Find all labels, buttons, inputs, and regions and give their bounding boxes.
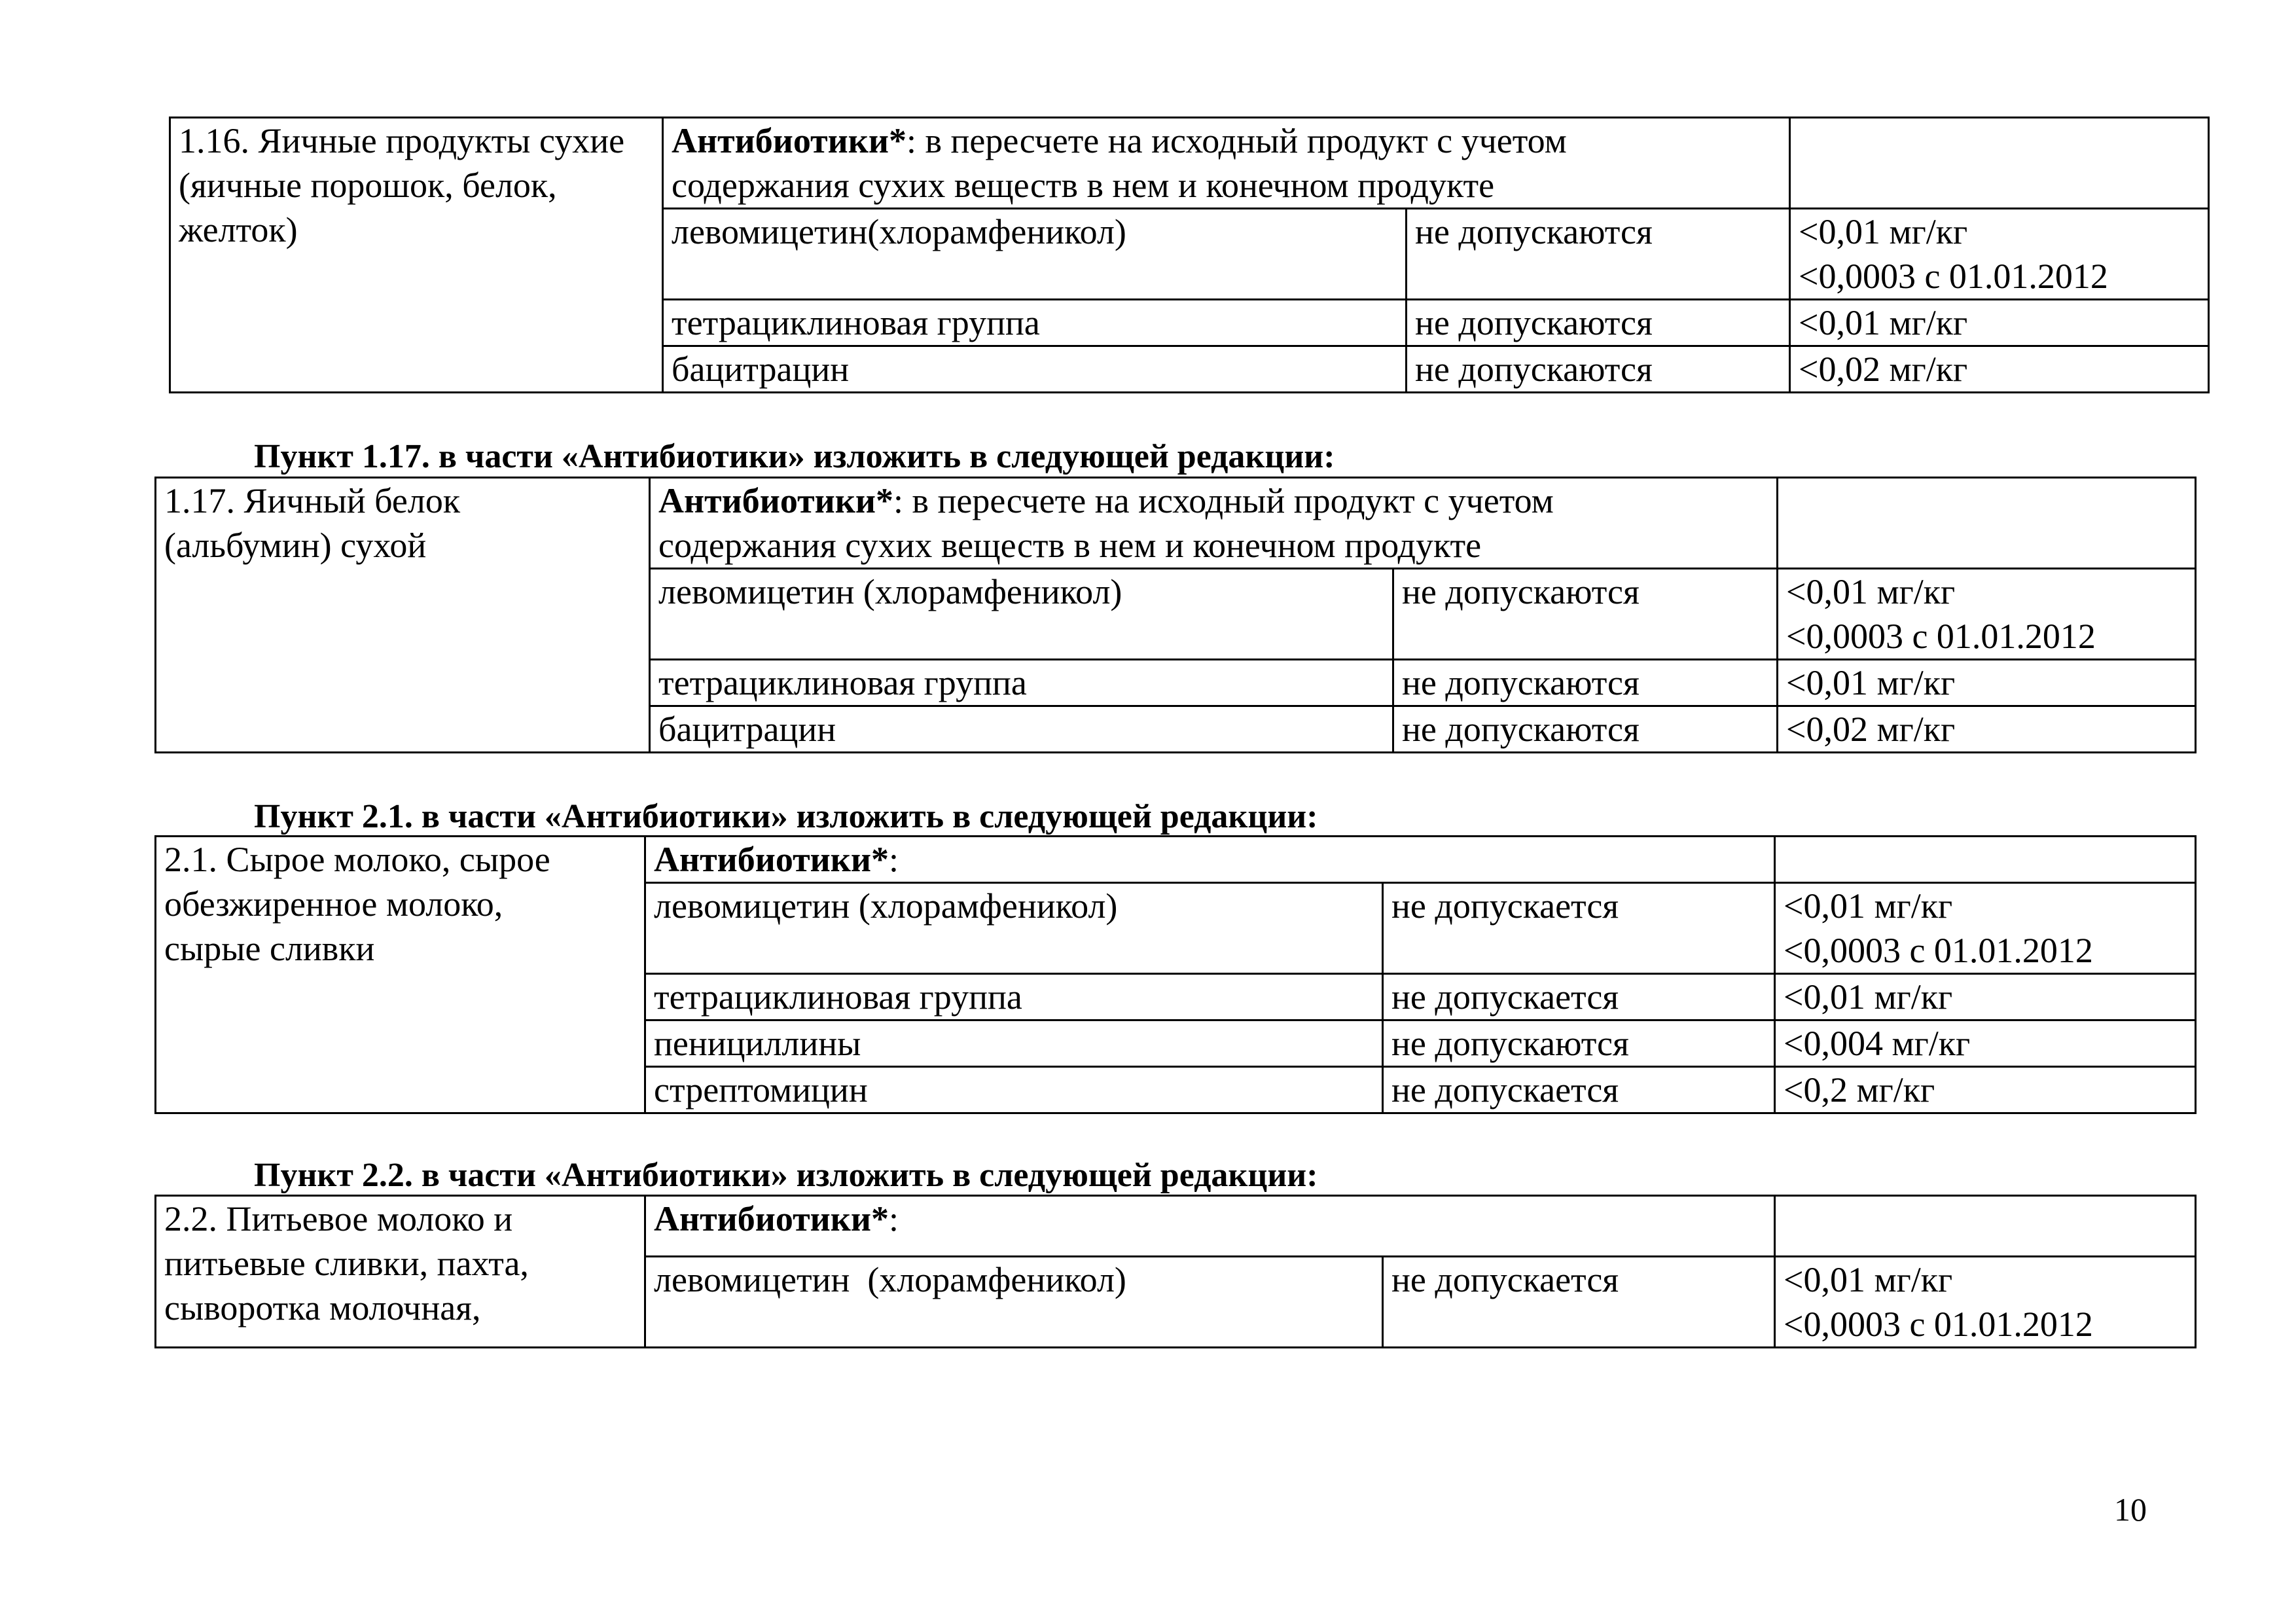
- header-text: : в пересчете на исходный продукт с учетом: [906, 121, 1567, 160]
- product-cell: [156, 837, 645, 1113]
- header-text: : в пересчете на исходный продукт с учетом: [893, 481, 1554, 520]
- product-line: сыворотка молочная,: [164, 1288, 481, 1327]
- product-line: желток): [179, 210, 298, 249]
- empty-cell: [1778, 478, 2196, 569]
- substance-name: тетрациклиновая группа: [645, 974, 1383, 1020]
- product-line: сырые сливки: [164, 929, 375, 968]
- limit-value: <0,01 мг/кг: [1778, 660, 2196, 706]
- table-1-17: [154, 477, 2197, 753]
- table-2-2: [154, 1195, 2197, 1348]
- status-text: не допускаются: [1393, 569, 1778, 660]
- product-line: (яичные порошок, белок,: [179, 166, 557, 205]
- product-line: 1.16. Яичные продукты сухие: [179, 121, 625, 160]
- limit-cell: [1790, 209, 2209, 300]
- header-bold: Антибиотики*: [672, 121, 907, 160]
- substance-name: тетрациклиновая группа: [650, 660, 1393, 706]
- header-bold: Антибиотики*: [654, 1199, 889, 1238]
- limit-value: <0,01 мг/кг: [1790, 300, 2209, 346]
- status-text: не допускаются: [1393, 706, 1778, 753]
- substance-name: бацитрацин: [663, 346, 1407, 393]
- antibiotics-header: [645, 1196, 1775, 1257]
- header-line2: содержания сухих веществ в нем и конечном продукте: [658, 526, 1482, 565]
- product-line: 2.1. Сырое молоко, сырое: [164, 840, 550, 879]
- empty-cell: [1790, 118, 2209, 209]
- section-heading: Пункт 2.2. в части «Антибиотики» изложить в следующей редакции:: [254, 1157, 1318, 1194]
- limit-value: <0,01 мг/кг: [1784, 1260, 1953, 1299]
- substance-name: левомицетин (хлорамфеникол): [650, 569, 1393, 660]
- status-text: не допускается: [1383, 974, 1775, 1020]
- limit-value: <0,01 мг/кг: [1799, 212, 1968, 251]
- table-1-16: [169, 117, 2210, 393]
- header-text: :: [889, 1199, 899, 1238]
- header-bold: Антибиотики*: [654, 840, 889, 879]
- status-text: не допускаются: [1393, 660, 1778, 706]
- limit-date: <0,0003 с 01.01.2012: [1784, 931, 2093, 970]
- substance-name: пенициллины: [645, 1020, 1383, 1067]
- product-line: питьевые сливки, пахта,: [164, 1244, 529, 1283]
- empty-cell: [1775, 1196, 2196, 1257]
- limit-value: <0,01 мг/кг: [1775, 974, 2196, 1020]
- table-2-1: [154, 835, 2197, 1114]
- header-line2: содержания сухих веществ в нем и конечном продукте: [672, 166, 1495, 205]
- substance-name: левомицетин (хлорамфеникол): [645, 883, 1383, 974]
- header-text: :: [889, 840, 899, 879]
- section-heading: Пункт 1.17. в части «Антибиотики» изложить в следующей редакции:: [254, 438, 1335, 475]
- limit-value: <0,2 мг/кг: [1775, 1067, 2196, 1113]
- limit-cell: [1775, 883, 2196, 974]
- substance-name: левомицетин(хлорамфеникол): [663, 209, 1407, 300]
- limit-value: <0,01 мг/кг: [1786, 572, 1956, 611]
- antibiotics-header: [645, 837, 1775, 883]
- status-text: не допускается: [1383, 883, 1775, 974]
- status-text: не допускается: [1383, 1257, 1775, 1348]
- product-cell: [170, 118, 663, 393]
- substance-name: тетрациклиновая группа: [663, 300, 1407, 346]
- product-line: 2.2. Питьевое молоко и: [164, 1199, 513, 1238]
- limit-value: <0,01 мг/кг: [1784, 886, 1953, 926]
- antibiotics-header: [663, 118, 1790, 209]
- limit-value: <0,02 мг/кг: [1790, 346, 2209, 393]
- limit-value: <0,02 мг/кг: [1778, 706, 2196, 753]
- limit-cell: [1775, 1257, 2196, 1348]
- section-heading: Пункт 2.1. в части «Антибиотики» изложить в следующей редакции:: [254, 798, 1318, 835]
- header-bold: Антибиотики*: [658, 481, 894, 520]
- product-cell: [156, 1196, 645, 1348]
- substance-name: левомицетин (хлорамфеникол): [645, 1257, 1383, 1348]
- limit-value: <0,004 мг/кг: [1775, 1020, 2196, 1067]
- product-cell: [156, 478, 650, 753]
- substance-name: стрептомицин: [645, 1067, 1383, 1113]
- page-number: 10: [2114, 1491, 2147, 1528]
- substance-name: бацитрацин: [650, 706, 1393, 753]
- status-text: не допускаются: [1407, 209, 1790, 300]
- product-line: (альбумин) сухой: [164, 526, 427, 565]
- empty-cell: [1775, 837, 2196, 883]
- limit-date: <0,0003 с 01.01.2012: [1784, 1305, 2093, 1344]
- status-text: не допускаются: [1383, 1020, 1775, 1067]
- product-line: обезжиренное молоко,: [164, 884, 503, 924]
- limit-date: <0,0003 с 01.01.2012: [1786, 617, 2096, 656]
- status-text: не допускаются: [1407, 346, 1790, 393]
- limit-date: <0,0003 с 01.01.2012: [1799, 257, 2108, 296]
- antibiotics-header: [650, 478, 1778, 569]
- limit-cell: [1778, 569, 2196, 660]
- status-text: не допускаются: [1407, 300, 1790, 346]
- status-text: не допускается: [1383, 1067, 1775, 1113]
- product-line: 1.17. Яичный белок: [164, 481, 461, 520]
